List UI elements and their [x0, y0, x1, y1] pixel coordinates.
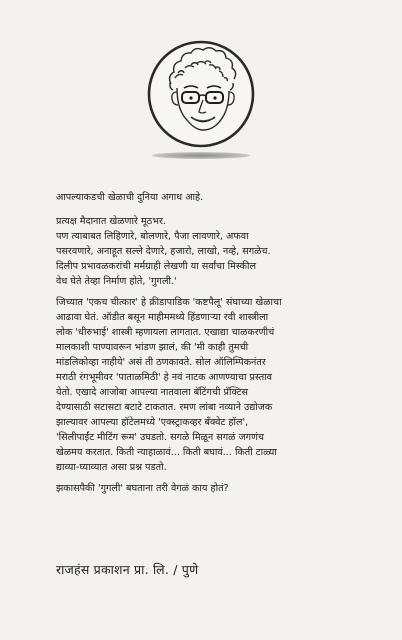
- blurb-line: येतो. एखादे आजोबा आपल्या नातवाला बॅटिंगची प्रॅक्टिस: [56, 387, 249, 398]
- blurb-line: जिच्यात 'एकच चीत्कार' हे क्रीडापाडिक 'कष्टपैलू' संघाच्या खेळाचा: [56, 297, 282, 308]
- blurb-line: पण त्याबाबत लिहिणारे, बोलणारे, पैजा लावणारे, अफवा: [56, 231, 249, 242]
- blurb-line: मांडलिकोव्हा नाहीये' असं ती ठणकावते. सोल ऑलिम्पिकनंतर: [56, 357, 266, 368]
- blurb-line: लोक 'धीरुभाई' शास्त्री म्हणायला लागतात. एखाद्या चाळकरणीचं: [56, 327, 275, 338]
- blurb-line: प्रत्यक्ष मैदानात खेळणारे मूठभर.: [56, 216, 166, 227]
- blurb-line: मालकाशी पाण्यावरून भांडण झालं, की 'मी काही तुमची: [56, 342, 249, 353]
- blurb-paragraph-2: [56, 295, 356, 475]
- blurb-line: आढावा घेतं. ऑडीत बसून माहीममध्ये हिंडणाऱ्या रवी शास्त्रीला: [56, 312, 269, 323]
- blurb-line: खेळमय करतात. किती न्याहाळावं... किती बघावं... किती टाळ्या: [56, 447, 277, 458]
- blurb-line: मराठी रंगभूमीवर 'पाताळमिठी' हे नवं नाटक आणण्याचा प्रस्ताव: [56, 372, 273, 383]
- caricature-portrait-icon: [145, 38, 257, 150]
- blurb-line: देण्यासाठी सटासटा बटाटे टाकतात. रमण लांबा नव्याने उद्योजक: [56, 402, 273, 413]
- blurb-line: झाल्यावर आपल्या हॉटेलमध्ये 'एक्स्ट्राकव्हर बँक्वेट हॉल',: [56, 417, 249, 428]
- blurb-closing: झकासपैकी 'गुगली' बघताना तरी वेगळं काय होतं?: [56, 483, 229, 494]
- blurb-text: [56, 190, 356, 502]
- blurb-intro: आपल्याकडची खेळाची दुनिया अगाध आहे.: [56, 192, 204, 203]
- blurb-line: दिलीप प्रभावळकरांची मर्मग्राही लेखणी या सर्वांचा मिस्कील: [56, 261, 256, 272]
- publisher-imprint: राजहंस प्रकाशन प्रा. लि. / पुणे: [56, 562, 199, 577]
- blurb-line: 'सिलीपाईंट मीटिंग रूम' उघडतो. सगळे मिळून सगळं जगणंच: [56, 432, 264, 443]
- blurb-line: पसरवणारे, अनाहूत सल्ले देणारे, हजारो, लाखो, नव्हे, सगळेच.: [56, 246, 271, 257]
- blurb-line: वेध घेते तेव्हा निर्माण होते, 'गुगली.': [56, 276, 177, 287]
- portrait-shadow: [152, 152, 250, 159]
- blurb-paragraph-1: [56, 214, 356, 289]
- blurb-line: द्याव्या-घ्याव्यात असा प्रश्न पडतो.: [56, 462, 167, 473]
